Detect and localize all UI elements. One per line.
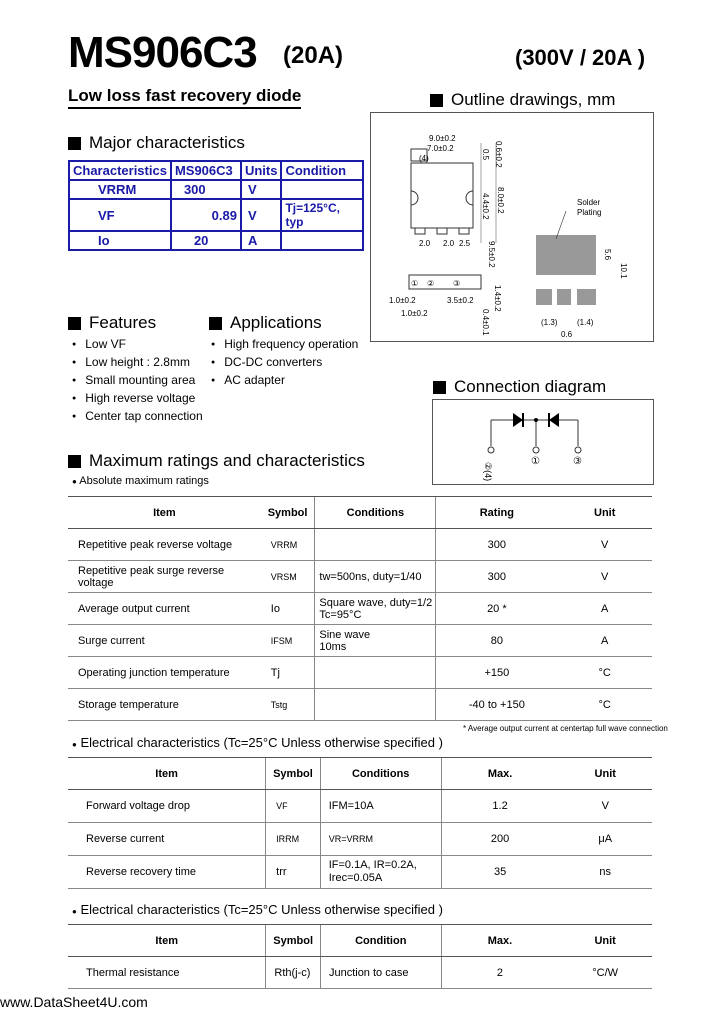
dim-label: 2.0	[419, 239, 431, 248]
header-cell: Symbol	[261, 497, 315, 529]
header-cell: Rating	[436, 497, 558, 529]
table-row	[68, 856, 652, 889]
dim-label: 4.4±0.2	[481, 193, 490, 220]
item-cell: Storage temperature	[68, 689, 261, 721]
dim-label: 1.4±0.2	[493, 285, 502, 312]
table-row	[68, 689, 652, 721]
connection-heading	[433, 377, 606, 397]
rating-cell: 80	[436, 625, 558, 657]
outline-heading	[430, 90, 615, 110]
rating-cell: -40 to +150	[436, 689, 558, 721]
pin-label: ③	[573, 456, 582, 467]
major-characteristics-table	[68, 160, 364, 251]
list-item: ● High reverse voltage	[66, 389, 203, 407]
dim-label: (1.4)	[577, 318, 594, 327]
header-cell: Conditions	[320, 758, 441, 790]
rating-cell: 300	[436, 529, 558, 561]
header-cell: Symbol	[266, 925, 321, 957]
features-heading-text: Features	[89, 313, 157, 332]
symbol-cell: Tj	[261, 657, 315, 689]
outline-drawing	[370, 112, 654, 342]
dim-label: 3.5±0.2	[447, 296, 474, 305]
abs-max-subheading: ● Absolute maximum ratings	[72, 475, 209, 487]
dim-label: 0.6±0.2	[494, 141, 503, 168]
package-top-view	[411, 163, 473, 228]
unit-cell: °C	[557, 689, 652, 721]
header-cell: Max.	[441, 758, 558, 790]
dim-label: 0.5	[481, 149, 490, 161]
dim-label: 0.6	[561, 330, 573, 339]
side-view-body	[536, 235, 596, 275]
major-heading-text: Major characteristics	[89, 133, 245, 152]
item-cell: Forward voltage drop	[68, 790, 266, 823]
symbol-cell: Tstg	[261, 689, 315, 721]
symbol-cell: IRRM	[266, 823, 321, 856]
table-row	[68, 957, 652, 989]
dim-label: (1.3)	[541, 318, 558, 327]
subtitle: Low loss fast recovery diode	[68, 86, 301, 109]
rating-cell: 20 *	[436, 593, 558, 625]
table-row	[68, 529, 652, 561]
item-cell: Reverse recovery time	[68, 856, 266, 889]
cond-cell: Square wave, duty=1/2 Tc=95°C	[315, 593, 436, 625]
package-bottom-view	[409, 275, 481, 289]
terminal-icon	[533, 447, 539, 453]
max-cell: 1.2	[441, 790, 558, 823]
electrical2-heading-text: Electrical characteristics (Tc=25°C Unless otherwise specified )	[80, 902, 443, 917]
list-item: ● Low height : 2.8mm	[66, 353, 203, 371]
cond-cell: Tj=125°C, typ	[281, 199, 363, 231]
pin-label: ①	[531, 456, 540, 467]
notch-left	[411, 191, 418, 205]
dim-label: 8.0±0.2	[496, 187, 505, 214]
abs-max-subheading-text: Absolute maximum ratings	[79, 475, 209, 487]
symbol-cell: Rth(j-c)	[266, 957, 321, 989]
watermark: www.DataSheet4U.com	[0, 994, 148, 1010]
symbol-cell: IFSM	[261, 625, 315, 657]
cond-cell: tw=500ns, duty=1/40	[315, 561, 436, 593]
header-cell: Unit	[557, 497, 652, 529]
unit-cell: A	[557, 593, 652, 625]
table-header-row	[68, 497, 652, 529]
table-header-row	[68, 758, 652, 790]
dim-label: (4)	[419, 154, 429, 163]
unit-cell: A	[557, 625, 652, 657]
value-cell: 20	[171, 231, 241, 250]
pin-2-label: ②	[427, 279, 435, 288]
header-cell: Item	[68, 925, 266, 957]
list-item: ● High frequency operation	[205, 335, 358, 353]
table-row	[68, 790, 652, 823]
table-row	[69, 199, 363, 231]
pin-1-label: ①	[411, 279, 419, 288]
cond-cell	[315, 689, 436, 721]
square-bullet-icon	[209, 317, 222, 330]
cond-cell: Junction to case	[320, 957, 441, 989]
junction-dot	[534, 418, 538, 422]
lead-1	[415, 228, 425, 234]
char-cell: VRRM	[69, 180, 171, 199]
dim-label: 5.6	[603, 249, 612, 261]
part-suffix: (20A)	[283, 42, 344, 69]
list-item: ● Low VF	[66, 335, 203, 353]
side-view-pad	[577, 289, 596, 305]
dim-label: 9.5±0.2	[487, 241, 496, 268]
table-header-row	[68, 925, 652, 957]
item-cell: Average output current	[68, 593, 261, 625]
item-cell: Surge current	[68, 625, 261, 657]
header-cell: Unit	[558, 758, 652, 790]
applications-heading	[209, 313, 322, 333]
applications-heading-text: Applications	[230, 313, 322, 332]
lead-3	[459, 228, 469, 234]
features-list	[66, 335, 203, 425]
header-cell: Units	[241, 161, 282, 180]
dim-label: 10.1	[619, 263, 628, 279]
header-cell: Max.	[441, 925, 558, 957]
table-row	[68, 625, 652, 657]
cond-cell	[281, 180, 363, 199]
header-cell: Item	[68, 758, 266, 790]
connection-heading-text: Connection diagram	[454, 377, 607, 396]
electrical1-heading-text: Electrical characteristics (Tc=25°C Unless otherwise specified )	[80, 735, 443, 750]
dim-label: 7.0±0.2	[427, 144, 454, 153]
dim-label: 1.0±0.2	[401, 309, 428, 318]
header-cell: Item	[68, 497, 261, 529]
leader-line	[556, 211, 566, 239]
terminal-icon	[488, 447, 494, 453]
symbol-cell: VRSM	[261, 561, 315, 593]
cond-cell: IF=0.1A, IR=0.2A, Irec=0.05A	[320, 856, 441, 889]
table-header-row	[69, 161, 363, 180]
max-cell: 35	[441, 856, 558, 889]
notch-right	[466, 191, 473, 205]
symbol-cell: trr	[266, 856, 321, 889]
electrical1-heading: ● Electrical characteristics (Tc=25°C Unless otherwise specified )	[72, 735, 443, 750]
dim-label: 2.0	[443, 239, 455, 248]
char-cell: Io	[69, 231, 171, 250]
rating-cell: +150	[436, 657, 558, 689]
max-cell: 200	[441, 823, 558, 856]
unit-cell: V	[241, 180, 282, 199]
max-cell: 2	[441, 957, 558, 989]
cond-cell: Sine wave 10ms	[315, 625, 436, 657]
connection-diagram	[432, 399, 654, 485]
list-item: ● Small mounting area	[66, 371, 203, 389]
cond-cell	[315, 657, 436, 689]
symbol-cell: VRRM	[261, 529, 315, 561]
cond-cell	[281, 231, 363, 250]
maximum-heading-text: Maximum ratings and characteristics	[89, 451, 365, 470]
list-item: ● AC adapter	[205, 371, 358, 389]
cond-cell: IFM=10A	[320, 790, 441, 823]
dim-label: 2.5	[459, 239, 471, 248]
square-bullet-icon	[68, 137, 81, 150]
value-cell: 300	[171, 180, 241, 199]
unit-cell: ns	[558, 856, 652, 889]
list-item: ● DC-DC converters	[205, 353, 358, 371]
table-row	[68, 593, 652, 625]
dim-label: 9.0±0.2	[429, 134, 456, 143]
header-cell: Condition	[320, 925, 441, 957]
cond-cell: VR=VRRM	[320, 823, 441, 856]
item-cell: Repetitive peak reverse voltage	[68, 529, 261, 561]
square-bullet-icon	[430, 94, 443, 107]
maximum-heading	[68, 451, 365, 471]
solder-label: Solder	[577, 198, 601, 207]
side-view-pad	[536, 289, 552, 305]
table-row	[68, 561, 652, 593]
header-cell: MS906C3	[171, 161, 241, 180]
symbol-cell: VF	[266, 790, 321, 823]
electrical2-table	[68, 924, 652, 989]
unit-cell: V	[557, 561, 652, 593]
features-heading	[68, 313, 156, 333]
pin-3-label: ③	[453, 279, 461, 288]
plating-label: Plating	[577, 208, 602, 217]
unit-cell: °C	[557, 657, 652, 689]
rating-cell: 300	[436, 561, 558, 593]
connection-diagram-svg	[433, 400, 653, 484]
value-cell: 0.89	[171, 199, 241, 231]
applications-list	[205, 335, 358, 389]
dim-label: 0.4±0.1	[481, 309, 490, 336]
side-view-pad	[557, 289, 571, 305]
footnote: * Average output current at centertap full wave connection	[463, 724, 668, 733]
major-heading	[68, 133, 245, 153]
unit-cell: V	[557, 529, 652, 561]
part-number: MS906C3	[68, 28, 257, 77]
unit-cell: V	[241, 199, 282, 231]
electrical1-table	[68, 757, 652, 889]
table-row	[69, 180, 363, 199]
table-row	[68, 657, 652, 689]
header-cell: Unit	[558, 925, 652, 957]
symbol-cell: Io	[261, 593, 315, 625]
list-item: ● Center tap connection	[66, 407, 203, 425]
unit-cell: V	[558, 790, 652, 823]
square-bullet-icon	[68, 455, 81, 468]
dim-label: 1.0±0.2	[389, 296, 416, 305]
electrical2-heading: ● Electrical characteristics (Tc=25°C Unless otherwise specified )	[72, 902, 443, 917]
lead-2	[437, 228, 447, 234]
abs-max-table	[68, 496, 652, 721]
table-row	[68, 823, 652, 856]
item-cell: Operating junction temperature	[68, 657, 261, 689]
header-cell: Characteristics	[69, 161, 171, 180]
table-row	[69, 231, 363, 250]
rating-summary: (300V / 20A )	[515, 45, 646, 70]
header-cell: Conditions	[315, 497, 436, 529]
outline-drawing-svg	[371, 113, 653, 341]
cond-cell	[315, 529, 436, 561]
square-bullet-icon	[433, 381, 446, 394]
item-cell: Reverse current	[68, 823, 266, 856]
terminal-icon	[575, 447, 581, 453]
outline-heading-text: Outline drawings, mm	[451, 90, 616, 109]
unit-cell: μA	[558, 823, 652, 856]
header-cell: Symbol	[266, 758, 321, 790]
char-cell: VF	[69, 199, 171, 231]
header-cell: Condition	[281, 161, 363, 180]
diode-left-icon	[513, 413, 523, 427]
unit-cell: A	[241, 231, 282, 250]
pin-label: ②(4)	[483, 462, 493, 482]
item-cell: Repetitive peak surge reverse voltage	[68, 561, 261, 593]
unit-cell: °C/W	[558, 957, 652, 989]
item-cell: Thermal resistance	[68, 957, 266, 989]
square-bullet-icon	[68, 317, 81, 330]
diode-right-icon	[549, 413, 559, 427]
